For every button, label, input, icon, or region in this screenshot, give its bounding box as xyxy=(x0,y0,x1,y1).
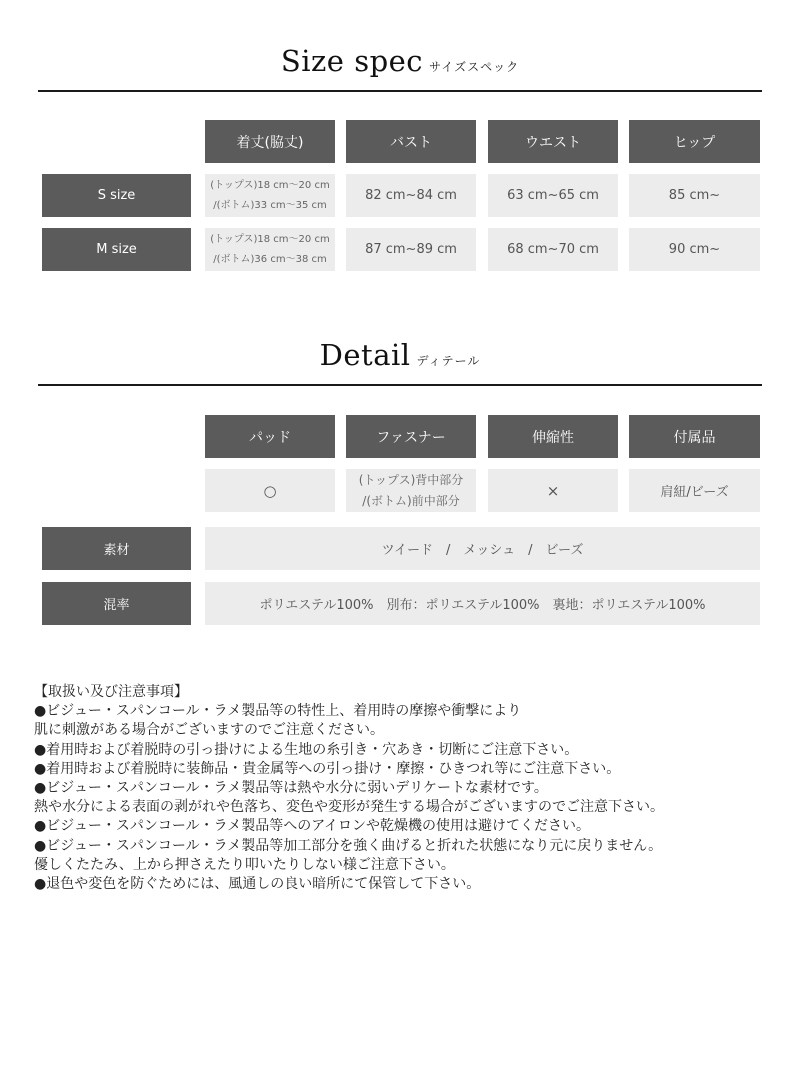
size-m-length-line2: /(ボトム)36 cm～38 cm xyxy=(213,253,327,265)
detail-stretch-value: × xyxy=(488,469,618,512)
care-note-line: ●ビジュー・スパンコール・ラメ製品等の特性上、着用時の摩擦や衝撃により xyxy=(34,703,522,720)
size-header-waist: ウエスト xyxy=(488,120,618,163)
care-note-line: ●ビジュー・スパンコール・ラメ製品等加工部分を強く曲げると折れた状態になり元に戻りません。 xyxy=(34,837,663,854)
care-note-line: ●退色や変色を防ぐためには、風通しの良い暗所にて保管して下さい。 xyxy=(34,875,481,892)
detail-header-pad: パッド xyxy=(205,415,335,458)
size-m-length-line1: (トップス)18 cm～20 cm xyxy=(210,233,330,245)
care-note-line: 熱や水分による表面の剥がれや色落ち、変色や変形が発生する場合がございますのでご注意下さい。 xyxy=(34,799,664,816)
size-spec-title xyxy=(0,44,800,78)
size-row-label-m: M size xyxy=(42,228,191,271)
material-label: 素材 xyxy=(42,527,191,570)
material-value: ツイード / メッシュ / ビーズ xyxy=(205,527,760,570)
size-spec-divider xyxy=(38,90,762,92)
detail-divider xyxy=(38,384,762,386)
detail-header-fastener: ファスナー xyxy=(346,415,476,458)
detail-fastener-line2: /(ボトム)前中部分 xyxy=(362,493,460,508)
size-s-bust: 82 cm~84 cm xyxy=(346,174,476,217)
care-note-line: ●着用時および着脱時に装飾品・貴金属等への引っ掛け・摩擦・ひきつれ等にご注意下さい。 xyxy=(34,760,621,777)
detail-fastener-value xyxy=(346,469,476,512)
size-s-length-line2: /(ボトム)33 cm～35 cm xyxy=(213,199,327,211)
size-s-hip: 85 cm~ xyxy=(629,174,760,217)
detail-header-stretch: 伸縮性 xyxy=(488,415,618,458)
size-m-length xyxy=(205,228,335,271)
detail-header-accessories: 付属品 xyxy=(629,415,760,458)
detail-title xyxy=(0,338,800,372)
blend-value: ポリエステル100% 別布：ポリエステル100% 裏地：ポリエステル100% xyxy=(205,582,760,625)
detail-fastener-line1: (トップス)背中部分 xyxy=(358,472,464,487)
care-notes-heading: 【取扱い及び注意事項】 xyxy=(34,684,188,700)
care-note-line: ●ビジュー・スパンコール・ラメ製品等は熱や水分に弱いデリケートな素材です。 xyxy=(34,779,548,796)
size-m-hip: 90 cm~ xyxy=(629,228,760,271)
detail-title-en: Detail xyxy=(319,338,411,372)
care-note-line: ●ビジュー・スパンコール・ラメ製品等へのアイロンや乾燥機の使用は避けてください。 xyxy=(34,818,590,835)
size-s-length xyxy=(205,174,335,217)
care-note-line: 肌に刺激がある場合がございますのでご注意ください。 xyxy=(34,722,384,739)
size-header-length: 着丈(脇丈) xyxy=(205,120,335,163)
care-note-line: ●着用時および着脱時の引っ掛けによる生地の糸引き・穴あき・切断にご注意下さい。 xyxy=(34,741,579,758)
size-s-length-line1: (トップス)18 cm～20 cm xyxy=(210,179,330,191)
detail-pad-value: ○ xyxy=(205,469,335,512)
size-header-hip: ヒップ xyxy=(629,120,760,163)
size-spec-title-en: Size spec xyxy=(280,44,424,78)
detail-accessories-value: 肩紐/ビーズ xyxy=(629,469,760,512)
size-m-waist: 68 cm~70 cm xyxy=(488,228,618,271)
size-m-bust: 87 cm~89 cm xyxy=(346,228,476,271)
size-row-label-s: S size xyxy=(42,174,191,217)
care-notes xyxy=(34,683,794,894)
size-s-waist: 63 cm~65 cm xyxy=(488,174,618,217)
size-header-bust: バスト xyxy=(346,120,476,163)
detail-title-jp: ディテール xyxy=(416,354,481,368)
blend-label: 混率 xyxy=(42,582,191,625)
care-note-line: 優しくたたみ、上から押さえたり叩いたりしない様ご注意下さい。 xyxy=(34,856,455,873)
size-spec-title-jp: サイズスペック xyxy=(429,60,520,74)
